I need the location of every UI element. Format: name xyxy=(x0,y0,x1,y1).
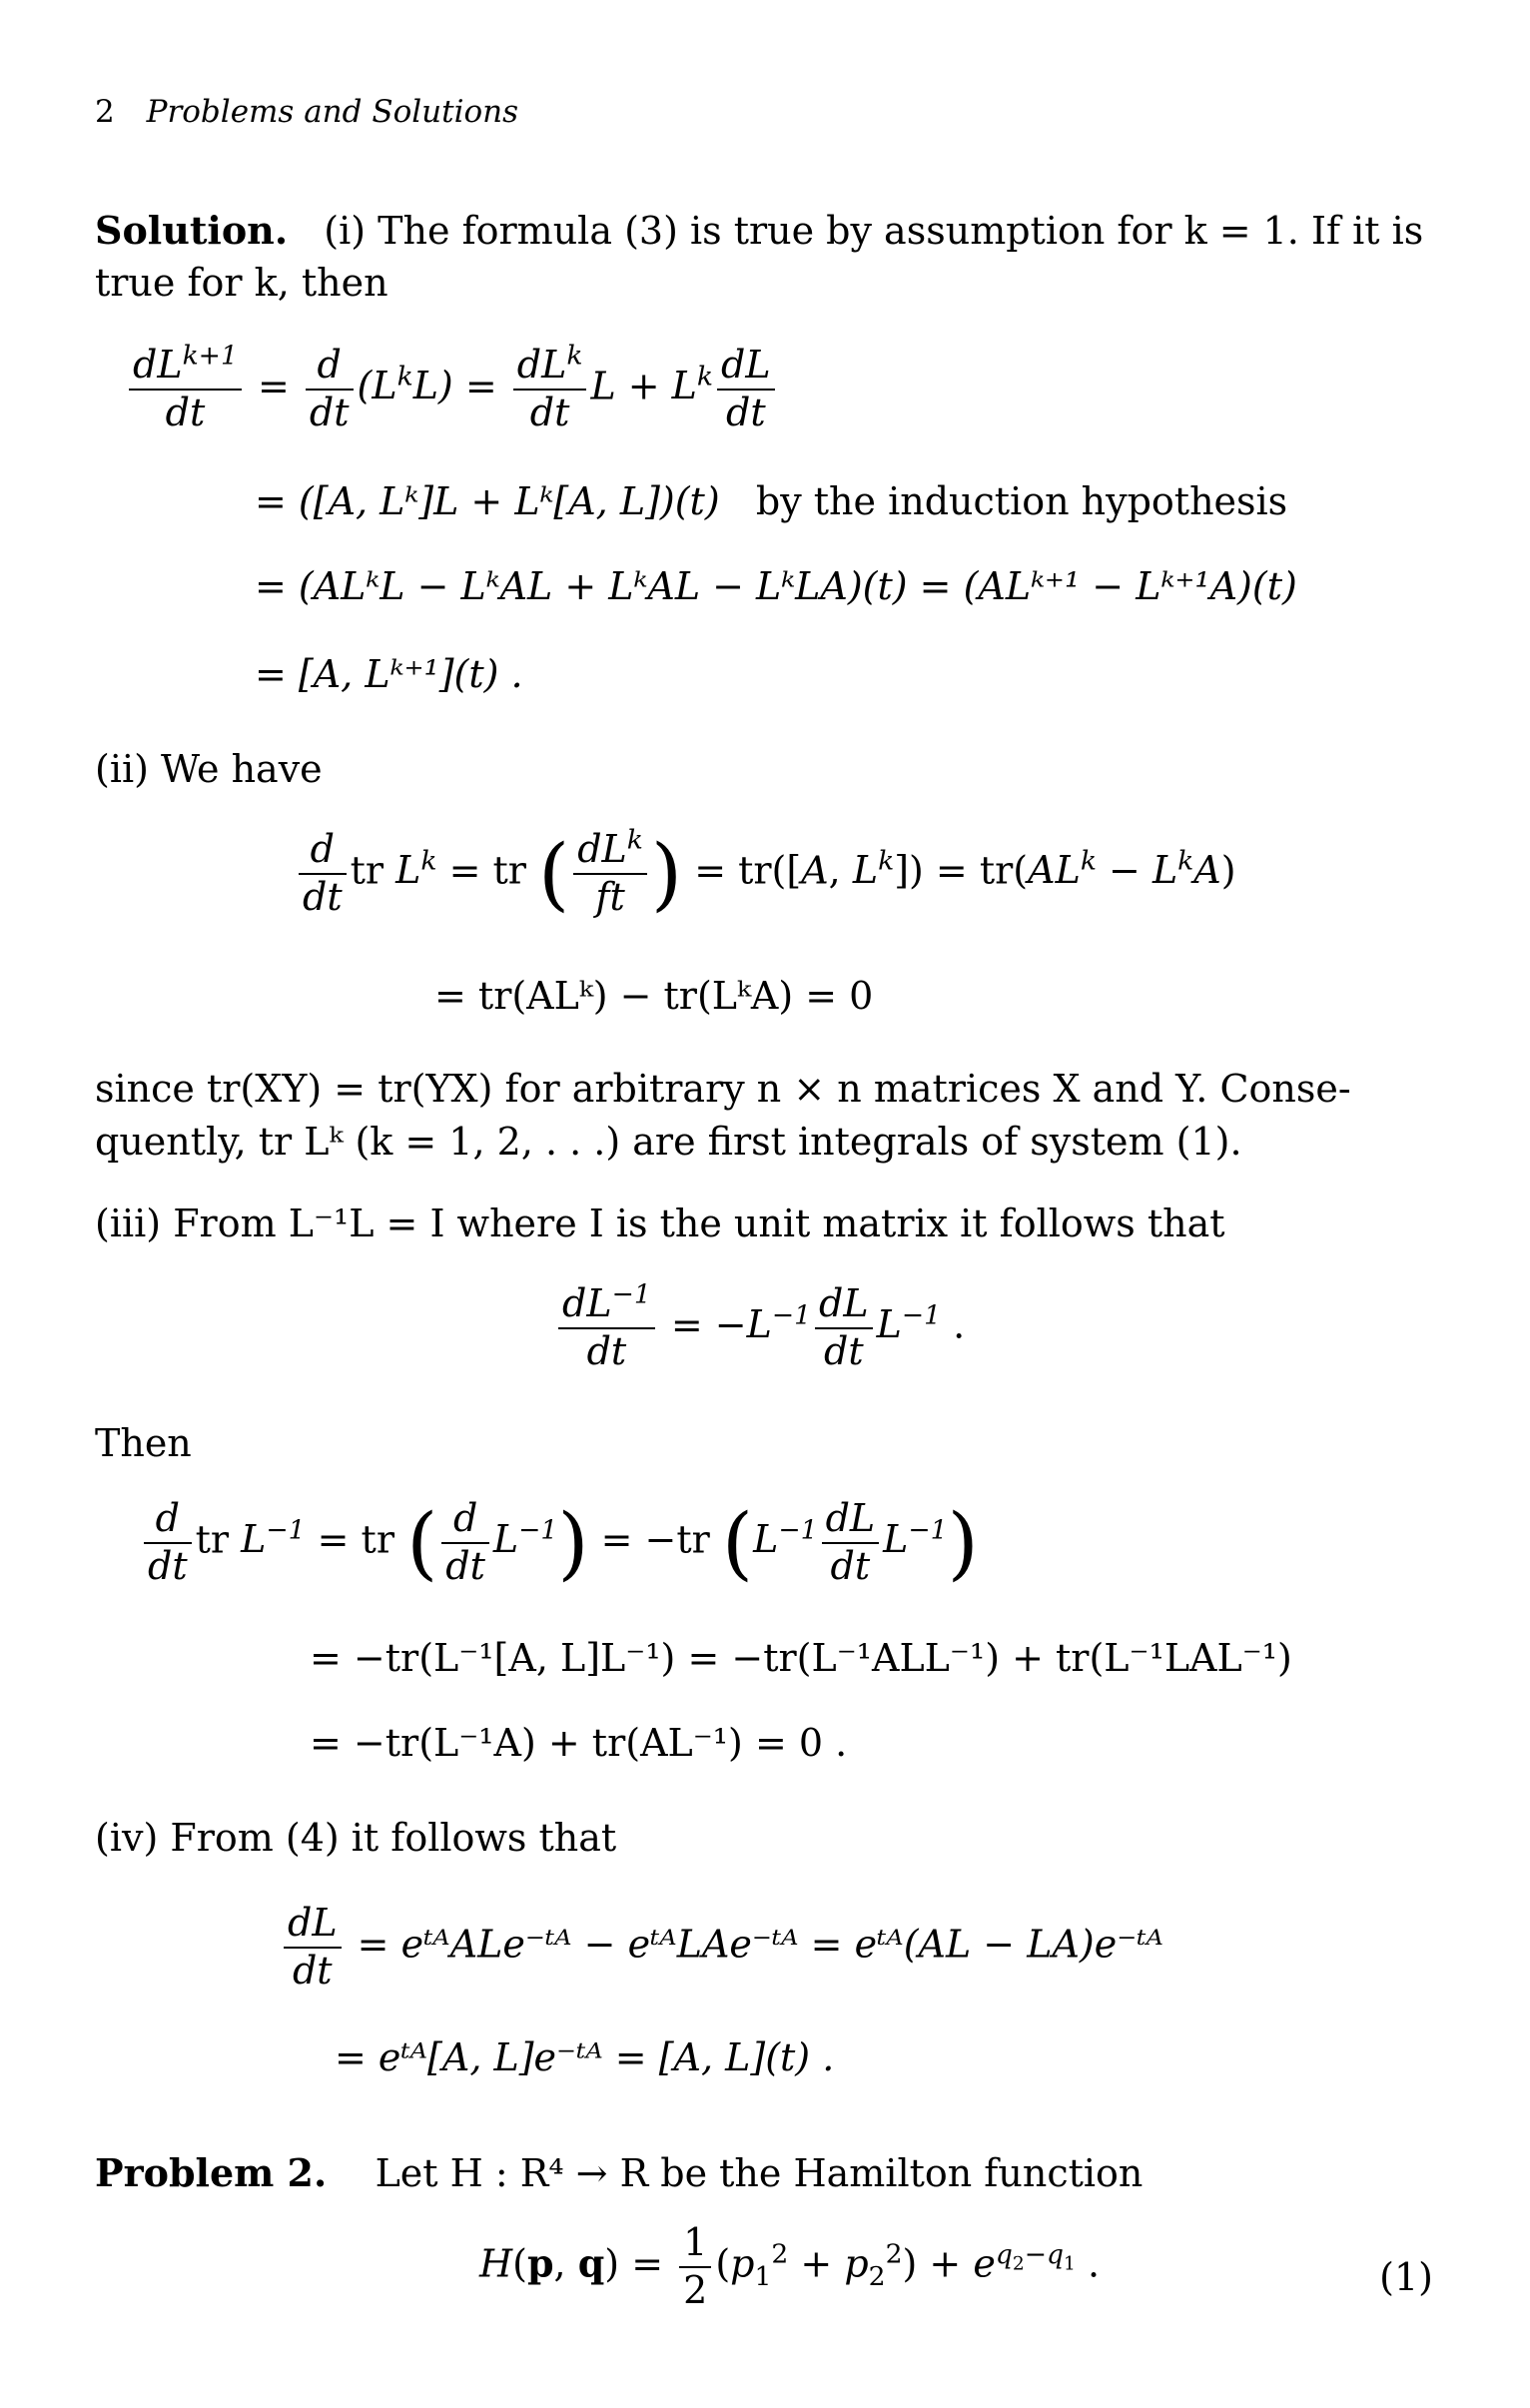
solution-paragraph-i xyxy=(95,205,1433,257)
equation-iv-line-1: $\frac{dL}{dt}$ = eᵗᴬALe⁻ᵗᴬ − eᵗᴬLAe⁻ᵗᴬ = eᵗᴬ(AL − LA)e⁻ᵗᴬ xyxy=(280,1903,1163,1993)
after-ii-line-2: quently, tr Lᵏ (k = 1, 2, . . .) are first integrals of system (1). xyxy=(95,1120,1242,1164)
part-iii-text: (iii) From L⁻¹L = I where I is the unit matrix it follows that xyxy=(95,1202,1225,1245)
equation-iii-inverse: $\frac{dL^{-1}}{dt}$ = $-L^{-1}$ $\frac{dL}{dt}$ $L^{-1}$ . xyxy=(554,1283,965,1373)
hamiltonian-equation: H(p, q) = $\frac{1}{2}$ $(p_1^2 + p_2^2) + e^{q_2-q_1}$ . xyxy=(479,2220,1101,2312)
problem-2-label: Problem 2. xyxy=(95,2150,328,2195)
then-text: Then xyxy=(95,1421,192,1465)
problem-2-text: Let H : R⁴ → R be the Hamilton function xyxy=(375,2151,1144,2195)
equation-i-line-4: = [A, Lᵏ⁺¹](t) . xyxy=(255,652,523,696)
equation-iii-line-3: = −tr(L⁻¹A) + tr(AL⁻¹) = 0 . xyxy=(310,1721,848,1765)
equation-iii-line-1: $\frac{d}{dt}$ tr $L^{-1}$ = tr ( $\frac{d}{dt}$ $L^{-1}) = -tr$ ($L^{-1}$ $\frac{dL}{dt}$ $L^{-1}$) xyxy=(140,1498,979,1588)
page xyxy=(95,0,1433,2408)
running-title: Problems and Solutions xyxy=(146,94,519,130)
induction-note: by the induction hypothesis xyxy=(755,479,1288,523)
part-i-text-2: true for k, then xyxy=(95,261,388,305)
after-ii-line-1: since tr(XY) = tr(YX) for arbitrary n × n matrices X and Y. Conse- xyxy=(95,1067,1351,1111)
page-number: 2 xyxy=(95,94,115,130)
running-header xyxy=(95,92,518,134)
part-iv-text: (iv) From (4) it follows that xyxy=(95,1816,617,1860)
part-ii-text: (ii) We have xyxy=(95,747,323,791)
equation-i-line-3: = (ALᵏL − LᵏAL + LᵏAL − LᵏLA)(t) = (ALᵏ⁺¹ − Lᵏ⁺¹A)(t) xyxy=(255,564,1297,608)
solution-label: Solution. xyxy=(95,208,289,253)
part-i-text: (i) The formula (3) is true by assumption for k = 1. If it is xyxy=(324,209,1424,253)
equation-i-line-1: $\frac{dL^{k+1}}{dt}$ = $\frac{d}{dt}$ $(L^kL)$ = $\frac{dL^k}{dt}$ $L + L^k$ $\frac{dL}{dt}$ xyxy=(125,345,779,434)
equation-ii-line-1: $\frac{d}{dt}$ tr $L^k$ = tr ( $\frac{dL^k}{ft}$ ) = tr([A, $L^k]) = tr(AL^k - L^kA)$ xyxy=(295,829,1236,919)
equation-i-line-2: = ([A, Lᵏ]L + Lᵏ[A, L])(t) by the induction hypothesis xyxy=(255,479,1288,523)
problem-2-paragraph xyxy=(95,2147,1433,2199)
equation-number: (1) xyxy=(1379,2255,1433,2299)
equation-ii-line-2: = tr(ALᵏ) − tr(LᵏA) = 0 xyxy=(434,974,874,1018)
equation-iv-line-2: = eᵗᴬ[A, L]e⁻ᵗᴬ = [A, L](t) . xyxy=(335,2035,835,2079)
equation-iii-line-2: = −tr(L⁻¹[A, L]L⁻¹) = −tr(L⁻¹ALL⁻¹) + tr(L⁻¹LAL⁻¹) xyxy=(310,1636,1292,1680)
